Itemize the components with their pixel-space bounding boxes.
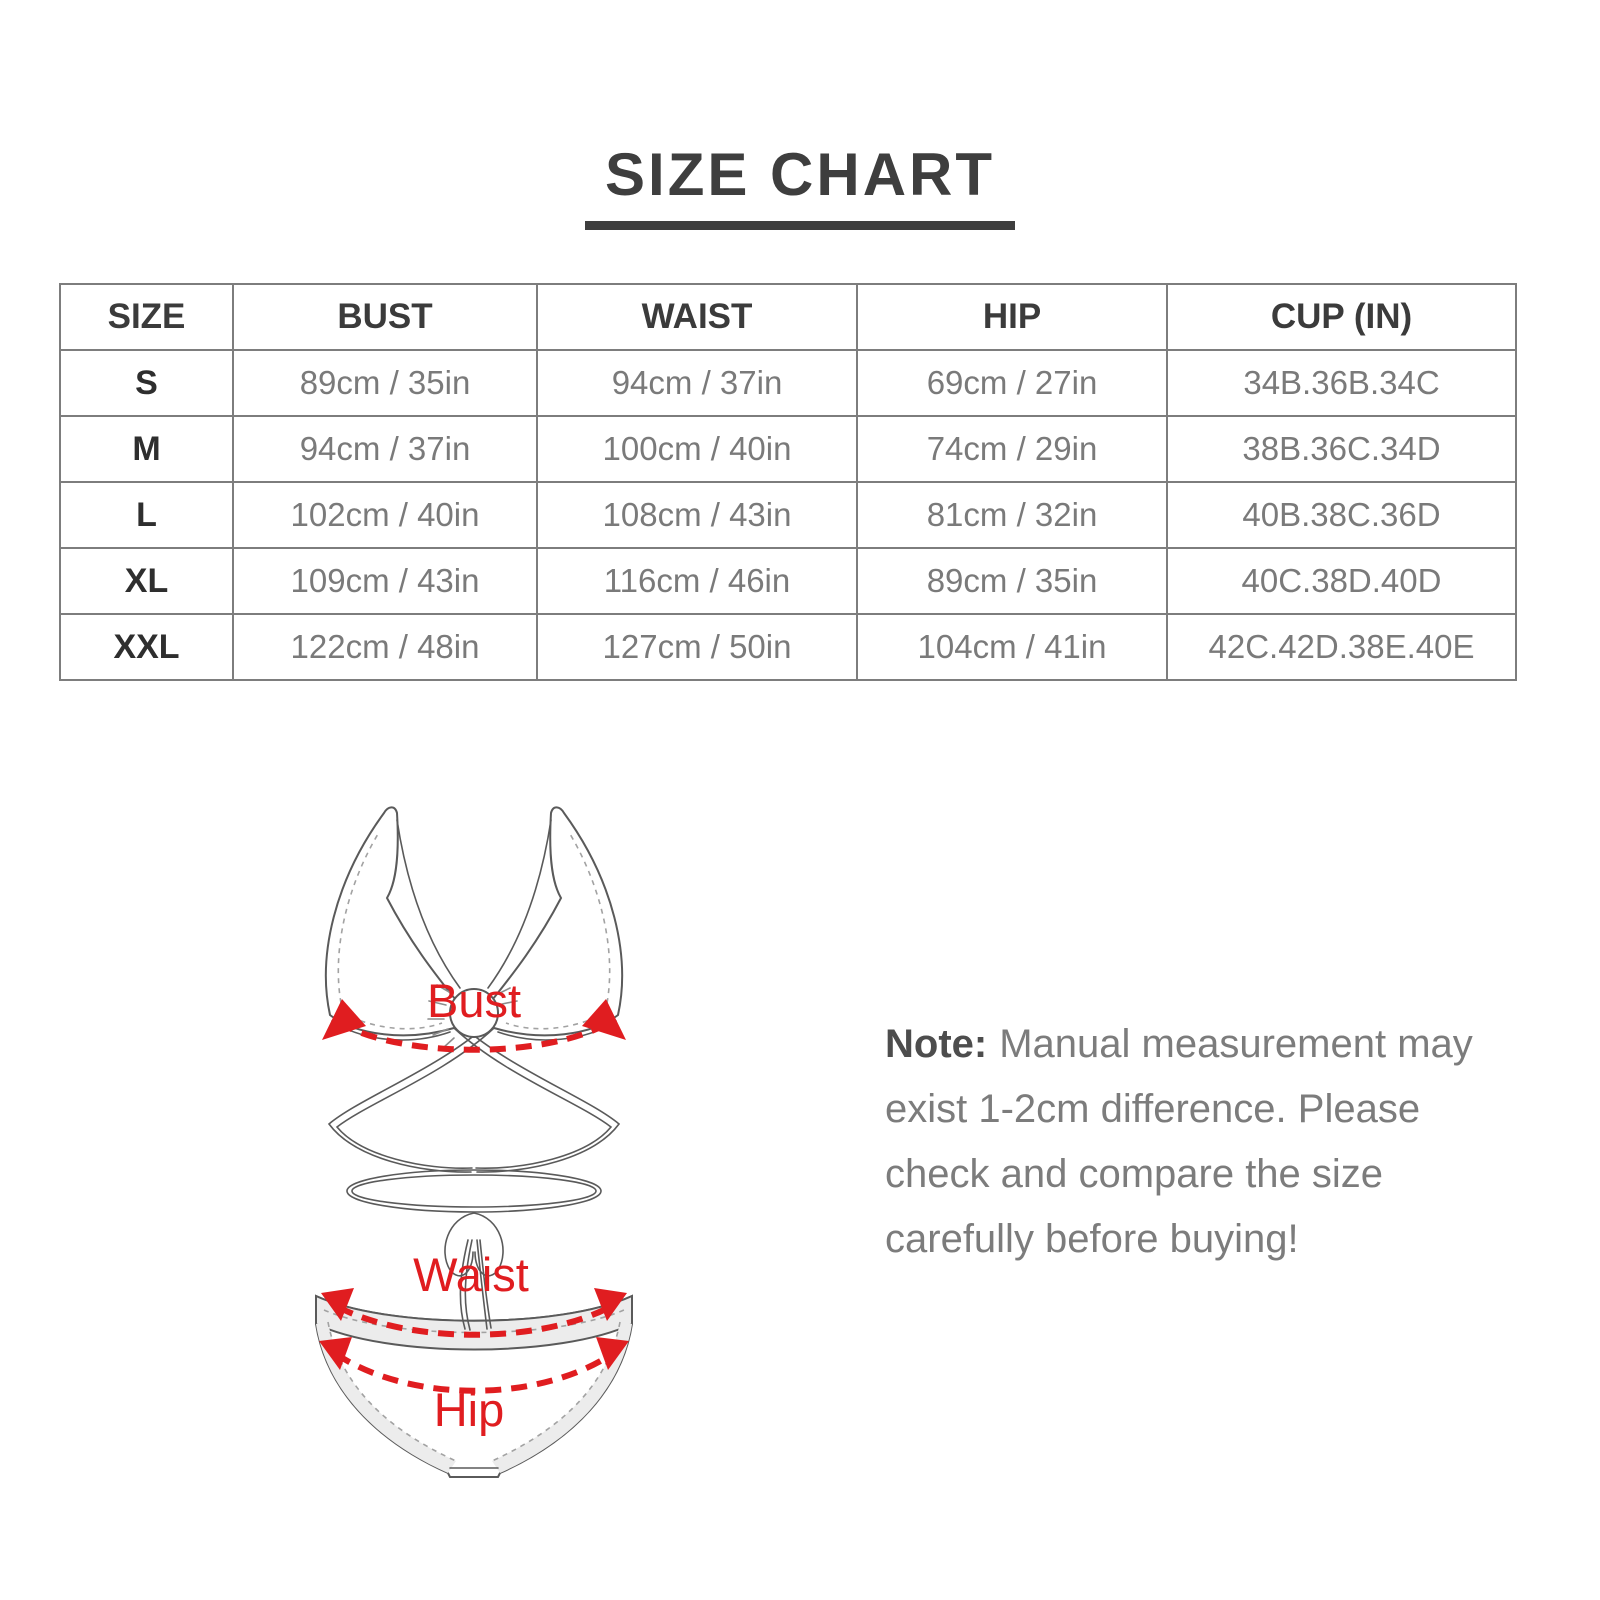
table-row — [60, 416, 1516, 482]
table-row — [60, 614, 1516, 680]
cell-size: XL — [60, 548, 233, 614]
bust-label: Bust — [426, 974, 522, 1027]
wrap-loop-inner — [352, 1175, 596, 1207]
cell-cup: 34B.36B.34C — [1167, 350, 1516, 416]
cell-cup: 40C.38D.40D — [1167, 548, 1516, 614]
col-header-hip: HIP — [857, 284, 1167, 350]
table-row — [60, 350, 1516, 416]
col-header-waist: WAIST — [537, 284, 857, 350]
cell-waist: 116cm / 46in — [537, 548, 857, 614]
cell-size: XXL — [60, 614, 233, 680]
tie-right-2 — [329, 1023, 489, 1172]
cell-bust: 122cm / 48in — [233, 614, 537, 680]
cell-cup: 38B.36C.34D — [1167, 416, 1516, 482]
cell-waist: 94cm / 37in — [537, 350, 857, 416]
note-line — [885, 1012, 1530, 1077]
tie-left-2 — [459, 1023, 619, 1172]
measurement-note — [885, 1012, 1530, 1272]
cell-hip: 81cm / 32in — [857, 482, 1167, 548]
page-title-wrap — [0, 140, 1600, 230]
cell-bust: 89cm / 35in — [233, 350, 537, 416]
note-line: carefully before buying! — [885, 1217, 1299, 1261]
col-header-size: SIZE — [60, 284, 233, 350]
cell-hip: 104cm / 41in — [857, 614, 1167, 680]
cell-hip: 74cm / 29in — [857, 416, 1167, 482]
cell-bust: 94cm / 37in — [233, 416, 537, 482]
bikini-measurement-illustration — [288, 772, 688, 1497]
note-prefix: Note: — [885, 1022, 988, 1066]
cell-cup: 40B.38C.36D — [1167, 482, 1516, 548]
col-header-bust: BUST — [233, 284, 537, 350]
wrap-loop-outer — [347, 1170, 601, 1212]
note-line: check and compare the size — [885, 1152, 1384, 1196]
cell-size: M — [60, 416, 233, 482]
table-row — [60, 482, 1516, 548]
note-text: Manual measurement may — [999, 1022, 1473, 1066]
hip-label: Hip — [433, 1383, 505, 1436]
table-row — [60, 548, 1516, 614]
cell-size: S — [60, 350, 233, 416]
cell-hip: 69cm / 27in — [857, 350, 1167, 416]
cell-bust: 102cm / 40in — [233, 482, 537, 548]
cell-waist: 100cm / 40in — [537, 416, 857, 482]
cell-cup: 42C.42D.38E.40E — [1167, 614, 1516, 680]
page-title: SIZE CHART — [585, 140, 1015, 230]
table-header-row — [60, 284, 1516, 350]
cell-size: L — [60, 482, 233, 548]
cell-hip: 89cm / 35in — [857, 548, 1167, 614]
cell-waist: 108cm / 43in — [537, 482, 857, 548]
waist-label: Waist — [413, 1248, 529, 1301]
size-chart-table — [59, 283, 1517, 681]
cell-bust: 109cm / 43in — [233, 548, 537, 614]
note-line: exist 1-2cm difference. Please — [885, 1087, 1421, 1131]
cell-waist: 127cm / 50in — [537, 614, 857, 680]
col-header-cup: CUP (IN) — [1167, 284, 1516, 350]
